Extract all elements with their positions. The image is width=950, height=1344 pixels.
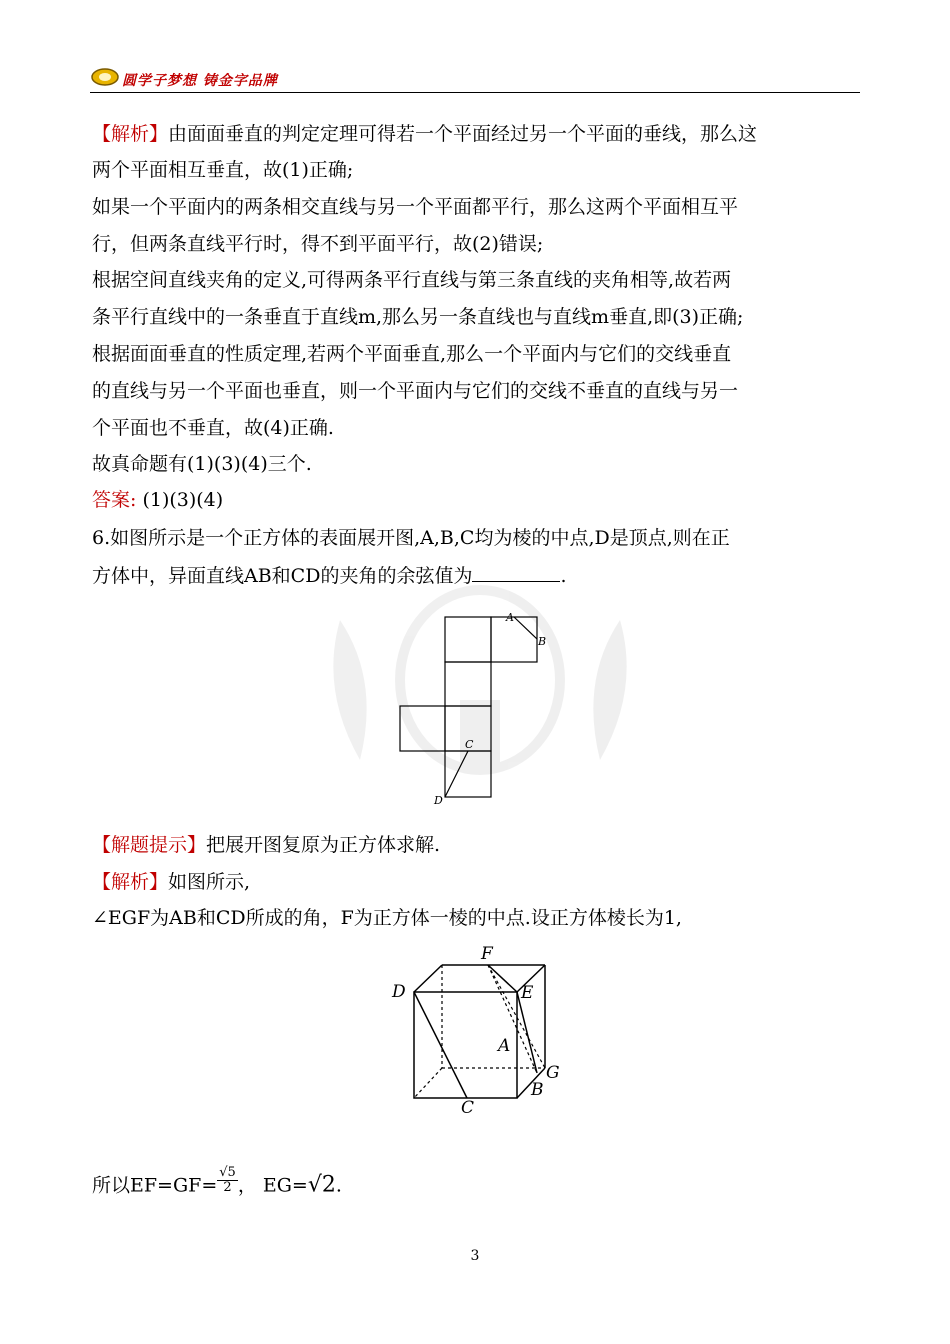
label-c: C — [461, 1098, 475, 1118]
answer-value: (1)(3)(4) — [136, 489, 224, 511]
solution-text: 如图所示, — [168, 871, 251, 893]
answer-tag: 答案: — [92, 489, 137, 511]
text-line-1 — [92, 122, 862, 146]
header-slogan: 圆学子梦想 铸金字品牌 — [122, 73, 278, 89]
label-d: D — [392, 982, 406, 1002]
text-line-3: 如果一个平面内的两条相交直线与另一个平面都平行，那么这两个平面相互平 — [92, 196, 739, 218]
text-line-4: 行，但两条直线平行时，得不到平面平行，故(2)错误; — [92, 233, 544, 255]
solution-line — [92, 870, 862, 894]
text-line-9: 个平面也不垂直，故(4)正确. — [92, 417, 334, 439]
solution-tag: 【解析】 — [92, 871, 169, 893]
text-line-2: 两个平面相互垂直，故(1)正确; — [92, 159, 354, 181]
analysis-tag: 【解析】 — [92, 123, 169, 145]
final-period: . — [335, 1174, 342, 1197]
label-a: A — [506, 611, 514, 624]
question-6-line-1: 6.如图所示是一个正方体的表面展开图,A,B,C均为棱的中点,D是顶点,则在正 — [92, 527, 730, 549]
fraction-numerator: √5 — [219, 1165, 236, 1180]
text-line-10: 故真命题有(1)(3)(4)三个. — [92, 453, 312, 475]
label-b: B — [538, 635, 547, 648]
hint-tag: 【解题提示】 — [92, 834, 207, 856]
label-f: F — [481, 944, 493, 964]
final-text-2: ， EG= — [237, 1174, 308, 1197]
answer-line — [92, 488, 862, 512]
question-text: 方体中，异面直线AB和CD的夹角的余弦值为 — [92, 565, 473, 587]
sqrt-2: √2 — [307, 1172, 336, 1198]
final-line — [92, 1165, 862, 1208]
text-line-7: 根据面面垂直的性质定理,若两个平面垂直,那么一个平面内与它们的交线垂直 — [92, 343, 732, 365]
final-text-1: 所以EF=GF= — [92, 1174, 218, 1197]
label-c: C — [465, 738, 474, 751]
text-span: 由面面垂直的判定定理可得若一个平面经过另一个平面的垂线，那么这 — [168, 123, 758, 145]
label-b: B — [531, 1080, 544, 1100]
text-line-5: 根据空间直线夹角的定义,可得两条平行直线与第三条直线的夹角相等,故若两 — [92, 269, 732, 291]
page-number: 3 — [470, 1248, 480, 1264]
hint-text: 把展开图复原为正方体求解. — [206, 834, 441, 856]
period: . — [560, 565, 567, 587]
fraction — [217, 1166, 238, 1195]
hint-line — [92, 833, 862, 857]
cube-figure — [380, 935, 580, 1125]
label-d: D — [434, 794, 443, 805]
cube-net-figure — [280, 560, 680, 805]
label-g: G — [546, 1063, 560, 1083]
fraction-denominator: 2 — [223, 1180, 232, 1195]
header-divider — [90, 92, 860, 93]
label-e: E — [521, 983, 534, 1003]
text-line-6: 条平行直线中的一条垂直于直线m,那么另一条直线也与直线m垂直,即(3)正确; — [92, 306, 744, 328]
solution-line-2: ∠EGF为AB和CD所成的角，F为正方体一棱的中点.设正方体棱长为1, — [92, 907, 682, 929]
brand-logo-icon — [90, 66, 120, 88]
text-line-8: 的直线与另一个平面也垂直，则一个平面内与它们的交线不垂直的直线与另一 — [92, 380, 739, 402]
label-a: A — [498, 1036, 511, 1056]
